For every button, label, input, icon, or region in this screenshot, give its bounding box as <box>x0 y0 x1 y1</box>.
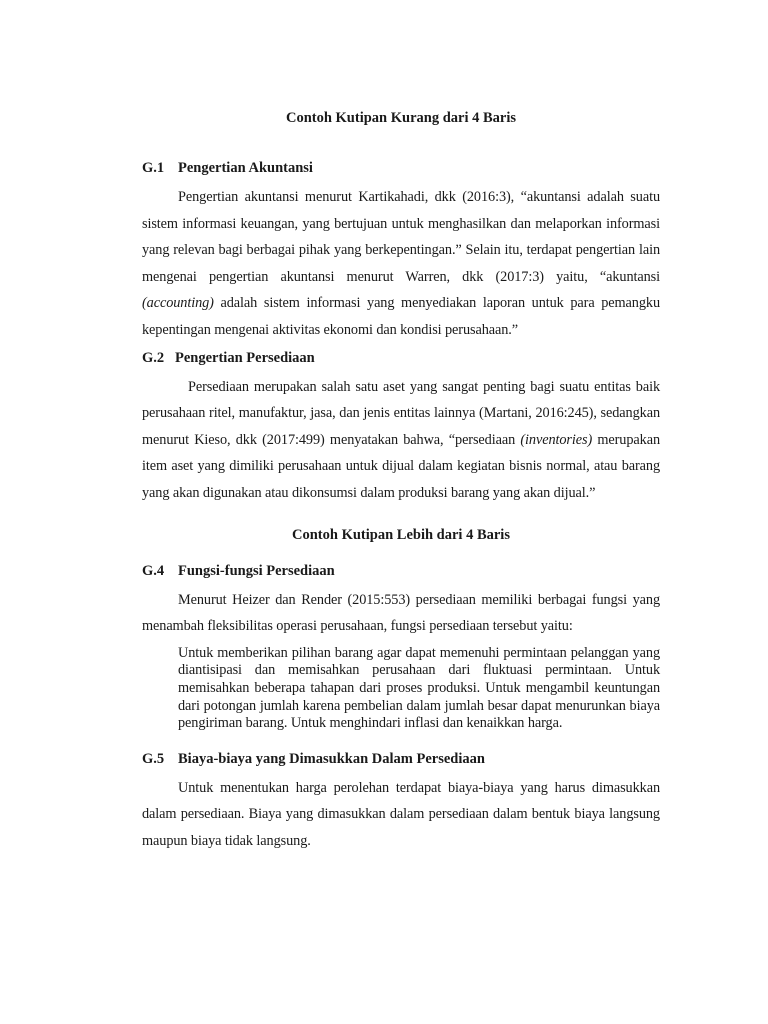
paragraph-g5: Untuk menentukan harga perolehan terdapat biaya-biaya yang harus dimasukkan dalam persediaan. Biaya yang dimasukkan dalam persediaan dalam bentuk biaya langsung maupun biaya tidak langsung. <box>142 779 660 849</box>
block-quote-g4: Untuk memberikan pilihan barang agar dapat memenuhi permintaan pelanggan yang diantisipasi dan memisahkan perusahaan dari fluktuasi permintaan. Untuk memisahkan beberapa tahapan dari proses produksi. Untuk mengambil keuntungan dari potongan jumlah karena pembelian dalam jumlah besar dapat menurunkan biaya pengiriman barang. Untuk menghindari inflasi dan kenaikkan harga. <box>178 644 660 732</box>
paragraph-g1-part1: Pengertian akuntansi menurut Kartikahadi, dkk (2016:3), “akuntansi adalah suatu sistem informasi keuangan, yang bertujuan untuk menghasilkan dan melaporkan informasi yang relevan bagi berbagai pihak yang berkepentingan.” Selain itu, terdapat pengertian lain mengenai pengertian akuntansi menurut Warren, dkk (2017:3) yaitu, “akuntansi <box>142 189 660 285</box>
heading-g1-number: G.1 <box>142 160 165 176</box>
paragraph-g4: Menurut Heizer dan Render (2015:553) persediaan memiliki berbagai fungsi yang menambah fleksibilitas operasi perusahaan, fungsi persediaan tersebut yaitu: <box>142 591 660 635</box>
heading-g5-text: Biaya-biaya yang Dimasukkan Dalam Persediaan <box>178 750 485 767</box>
heading-g4-number: G.4 <box>142 562 165 579</box>
heading-g4 <box>142 561 660 581</box>
heading-g4-text: Fungsi-fungsi Persediaan <box>178 562 335 579</box>
heading-g1 <box>142 158 660 178</box>
heading-g2-text: Pengertian Persediaan <box>175 349 315 366</box>
section-title-long-quote: Contoh Kutipan Lebih dari 4 Baris <box>292 526 510 543</box>
paragraph-g1 <box>142 184 660 344</box>
paragraph-g1-part2: adalah sistem informasi yang menyediakan laporan untuk para pemangku kepentingan mengenai aktivitas ekonomi dan kondisi perusahaan.” <box>142 295 660 338</box>
heading-g5-number: G.5 <box>142 750 165 767</box>
document-page <box>142 108 660 854</box>
paragraph-g2-part2: merupakan item aset yang dimiliki perusahaan untuk dijual dalam kegiatan bisnis normal, atau barang yang akan digunakan atau dikonsumsi dalam produksi barang yang akan dijual.” <box>142 431 660 501</box>
paragraph-g1-italic: (accounting) <box>142 295 214 312</box>
heading-g2-number: G.2 <box>142 349 165 366</box>
paragraph-g2-part1: Persediaan merupakan salah satu aset yang sangat penting bagi suatu entitas baik perusahaan ritel, manufaktur, jasa, dan jenis entitas lainnya (Martani, 2016:245), sedangkan menurut Kieso, dkk (2017:499) menyatakan bahwa, “persediaan <box>142 378 660 448</box>
heading-g1-text: Pengertian Akuntansi <box>178 160 313 176</box>
section-title-short-quote: Contoh Kutipan Kurang dari 4 Baris <box>285 110 517 126</box>
paragraph-g2 <box>142 374 660 507</box>
heading-g2 <box>142 348 660 368</box>
heading-g5 <box>142 749 660 769</box>
paragraph-g2-italic: (inventories) <box>520 431 593 448</box>
